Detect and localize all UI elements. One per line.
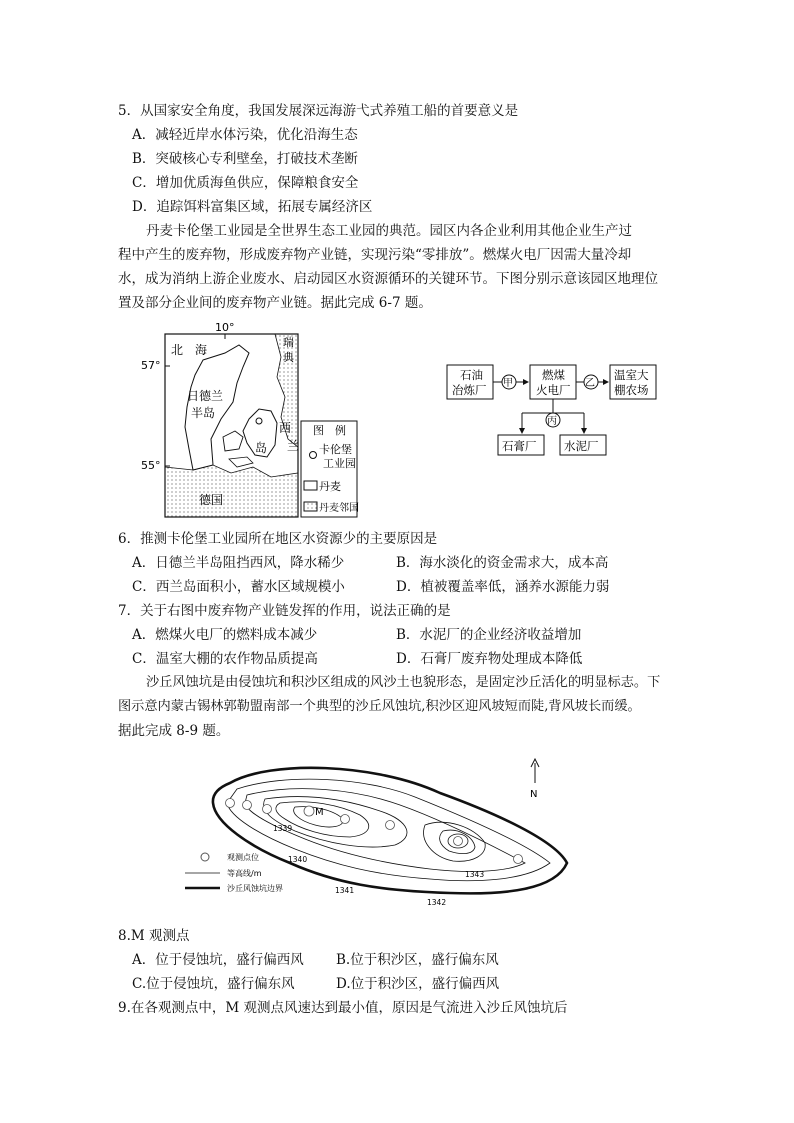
legend-point: 观测点位 [227, 853, 259, 862]
q5-option-d: D．追踪饵料富集区域，拓展专属经济区 [132, 199, 373, 215]
legend-point-icon [201, 853, 209, 861]
q7-option-a: A．燃煤火电厂的燃料成本减少 [132, 627, 318, 643]
lat57-label: 57° [141, 359, 161, 372]
power-label-1: 燃煤 [542, 368, 565, 382]
q5-stem: 5．从国家安全角度，我国发展深远海游弋式养殖工船的首要意义是 [118, 103, 519, 119]
legend-neighbor-icon [304, 502, 317, 511]
yi-label: 乙 [585, 378, 595, 389]
legend-denmark: 丹麦 [319, 480, 341, 493]
denmark-location-map [141, 321, 463, 519]
passage2-line1: 沙丘风蚀坑是由侵蚀坑和积沙区组成的风沙土也貌形态，是固定沙丘活化的明显标志。下 [146, 675, 661, 690]
zealand-label-west: 西 [279, 421, 292, 435]
north-arrow-label: N [530, 789, 538, 800]
zealand-label-lan: 兰 [287, 439, 300, 453]
legend-park-icon [310, 452, 317, 459]
q8-option-a: A．位于侵蚀坑，盛行偏西风 [132, 952, 304, 968]
q5-option-c: C．增加优质海鱼供应，保障粮食安全 [132, 175, 359, 191]
q6-option-b: B．海水淡化的资金需求大，成本高 [396, 555, 609, 571]
q7-option-b: B．水泥厂的企业经济收益增加 [396, 627, 582, 643]
legend-neighbor: 丹麦邻国 [319, 503, 359, 514]
zealand-label-island: 岛 [255, 441, 268, 455]
refinery-label-1: 石油 [460, 368, 483, 382]
passage2-line2: 图示意内蒙古锡林郭勒盟南部一个典型的沙丘风蚀坑,积沙区迎风坡短而陡,背风坡长而缓。 [118, 699, 641, 714]
passage2-line3: 据此完成 8-9 题。 [118, 723, 230, 739]
q6-option-d: D．植被覆盖率低，涵养水源能力弱 [396, 579, 610, 595]
dune-blowout-contour-map [175, 755, 595, 915]
q8-option-d: D.位于积沙区，盛行偏西风 [336, 976, 500, 992]
q8-stem: 8.M 观测点 [118, 928, 190, 944]
greenhouse-label-2: 棚农场 [614, 383, 649, 397]
lat55-label: 55° [141, 459, 161, 472]
m-point-label: M [315, 807, 324, 818]
q7-stem: 7．关于右图中废弃物产业链发挥的作用，说法正确的是 [118, 603, 451, 619]
contour-1341: 1341 [335, 886, 355, 895]
power-label-2: 火电厂 [536, 383, 571, 397]
bing-label: 丙 [547, 416, 557, 427]
jutland-label-1: 日德兰 [187, 389, 224, 403]
q7-option-d: D．石膏厂废弃物处理成本降低 [396, 651, 583, 667]
greenhouse-label-1: 温室大 [614, 368, 649, 382]
germany-label: 德国 [199, 493, 224, 507]
q5-option-b: B．突破核心专利壁垒，打破技术垄断 [132, 151, 358, 167]
q7-option-c: C．温室大棚的农作物品质提高 [132, 651, 318, 667]
contour-1340: 1340 [288, 855, 308, 864]
waste-chain-diagram [446, 363, 666, 458]
sweden-label-1: 瑞 [283, 336, 294, 349]
gypsum-label: 石膏厂 [502, 439, 537, 453]
legend-denmark-icon [304, 481, 317, 490]
contour-1343: 1343 [465, 870, 485, 879]
passage1-line4: 置及部分企业间的废弃物产业链。据此完成 6-7 题。 [118, 295, 432, 311]
legend-contour: 等高线/m [227, 869, 262, 878]
q9-stem: 9.在各观测点中，M 观测点风速达到最小值，原因是气流进入沙丘风蚀坑后 [118, 1000, 568, 1016]
legend-title: 图 例 [313, 424, 346, 437]
jutland-label-2: 半岛 [191, 406, 216, 420]
legend-park-2: 工业园 [323, 457, 356, 470]
q5-option-a: A．减轻近岸水体污染，优化沿海生态 [132, 127, 358, 143]
sweden-label-2: 典 [283, 351, 294, 364]
legend-park-1: 卡伦堡 [319, 443, 352, 456]
passage1-line3: 水，成为消纳上游企业废水、启动园区水资源循环的关键环节。下图分别示意该园区地理位 [118, 271, 658, 287]
passage1-line2: 程中产生的废弃物，形成废弃物产业链，实现污染“零排放”。燃煤火电厂因需大量冷却 [118, 247, 632, 263]
refinery-label-2: 冶炼厂 [452, 383, 487, 397]
contour-1342: 1342 [427, 898, 447, 907]
legend-boundary: 沙丘风蚀坑边界 [227, 884, 283, 893]
passage1-line1: 丹麦卡伦堡工业园是全世界生态工业园的典范。园区内各企业利用其他企业生产过 [146, 223, 632, 239]
q6-option-a: A．日德兰半岛阻挡西风，降水稀少 [132, 555, 345, 571]
q6-stem: 6．推测卡伦堡工业园所在地区水资源少的主要原因是 [118, 531, 438, 547]
north-sea-label: 北 海 [171, 343, 208, 357]
q8-option-b: B.位于积沙区，盛行偏东风 [336, 952, 499, 968]
contour-1339: 1339 [273, 824, 293, 833]
jia-label: 甲 [503, 378, 513, 389]
lon-label: 10° [215, 321, 235, 334]
q8-option-c: C.位于侵蚀坑，盛行偏东风 [132, 976, 295, 992]
q6-option-c: C．西兰岛面积小，蓄水区域规模小 [132, 579, 345, 595]
cement-label: 水泥厂 [564, 439, 599, 453]
kalundborg-marker [256, 418, 262, 424]
